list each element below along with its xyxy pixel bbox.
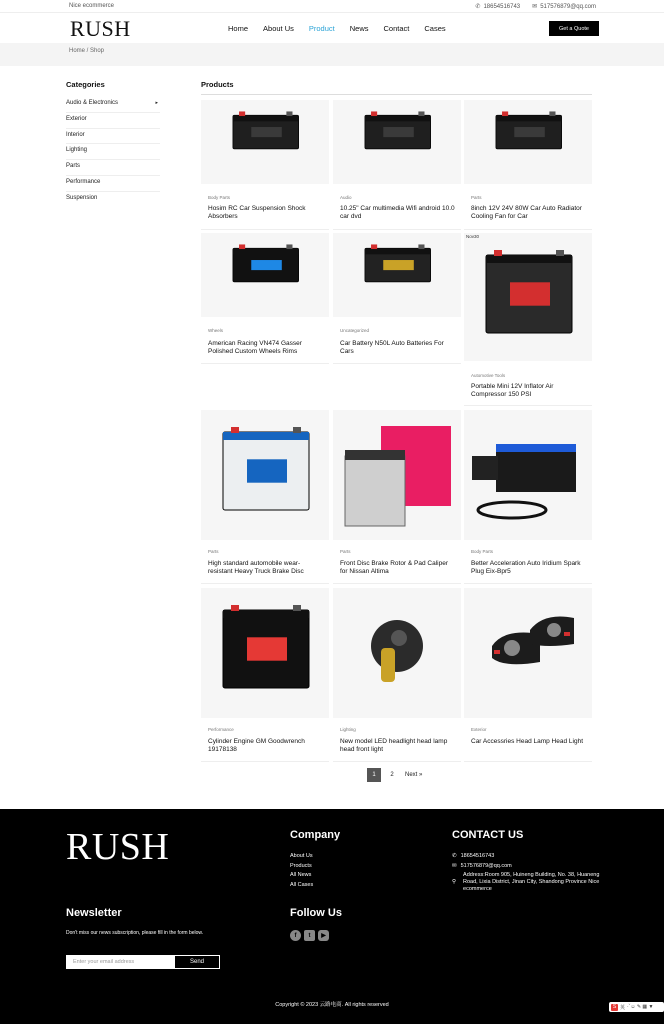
card-divider xyxy=(201,229,329,230)
breadcrumb[interactable]: Home / Shop xyxy=(69,48,105,54)
sidebar-item-performance[interactable] xyxy=(66,176,160,192)
nav-product[interactable]: Product xyxy=(308,24,335,33)
ime-mode[interactable]: 英 xyxy=(620,1004,626,1011)
products-section xyxy=(201,80,592,95)
product-title[interactable]: 10.25" Car multimedia Wifi android 10.0 car dvd xyxy=(340,205,455,220)
product-image[interactable] xyxy=(201,233,329,317)
footer-logo[interactable]: RUSH xyxy=(66,826,170,868)
product-category[interactable]: Parts xyxy=(208,549,219,554)
product-image[interactable] xyxy=(201,410,329,540)
card-divider xyxy=(464,583,592,584)
product-image[interactable] xyxy=(464,410,592,540)
product-image[interactable] xyxy=(333,410,461,540)
product-category[interactable]: Parts xyxy=(340,549,351,554)
sidebar-item-lighting[interactable] xyxy=(66,144,160,160)
sidebar-item-audio-electronics[interactable] xyxy=(66,97,160,113)
sidebar-item-exterior[interactable] xyxy=(66,113,160,129)
company-heading: Company xyxy=(290,829,341,841)
nav-home[interactable]: Home xyxy=(228,24,249,33)
product-category[interactable]: Automotive Tools xyxy=(471,373,506,378)
twitter-icon[interactable]: t xyxy=(304,930,315,941)
product-image[interactable] xyxy=(201,100,329,184)
product-title[interactable]: Front Disc Brake Rotor & Pad Caliper for Nissan Altima xyxy=(340,560,449,575)
card-divider xyxy=(464,761,592,762)
card-divider xyxy=(333,229,461,230)
sidebar-item-label: Interior xyxy=(66,131,85,138)
footer-link-products[interactable]: Products xyxy=(290,862,312,869)
product-title[interactable]: Car Battery N50L Auto Batteries For Cars xyxy=(340,340,444,355)
footer-phone-row xyxy=(452,852,602,862)
product-image[interactable] xyxy=(333,100,461,184)
product-title[interactable]: Better Acceleration Auto Iridium Spark Plug Eix-Bpr5 xyxy=(471,560,581,575)
get-quote-button[interactable]: Get a Quote xyxy=(549,21,599,36)
phone-icon: ✆ xyxy=(475,4,481,10)
newsletter-heading: Newsletter xyxy=(66,907,122,919)
card-divider xyxy=(201,583,329,584)
email-text[interactable]: 517576879@qq.com xyxy=(540,4,596,10)
email-info[interactable] xyxy=(532,3,596,10)
tagline: Nice ecommerce xyxy=(69,3,115,9)
product-category[interactable]: Wheels xyxy=(208,328,224,333)
company-links xyxy=(290,852,313,890)
card-divider xyxy=(464,229,592,230)
product-title[interactable]: Portable Mini 12V Inflator Air Compressor 150 PSI xyxy=(471,383,554,398)
card-divider xyxy=(201,761,329,762)
product-title[interactable]: New model LED headlight head lamp head front light xyxy=(340,738,448,753)
mail-icon: ✉ xyxy=(532,4,538,10)
product-category[interactable]: Body Parts xyxy=(208,195,231,200)
sidebar-item-interior[interactable] xyxy=(66,129,160,145)
site-header xyxy=(0,13,664,43)
newsletter-text: Don't miss our news subscription, please fill in the form below. xyxy=(66,930,204,936)
product-category[interactable]: Exterior xyxy=(471,727,487,732)
ime-tools-icon[interactable]: ·ˇ☺ ✎ ▦ ▼ xyxy=(627,1004,654,1010)
expand-icon[interactable]: ▸ xyxy=(155,100,158,106)
product-category[interactable]: Parts xyxy=(471,195,482,200)
page-2-button[interactable]: 2 xyxy=(390,772,394,778)
footer-email[interactable]: 517576879@qq.com xyxy=(460,862,512,869)
breadcrumb-band xyxy=(0,43,664,66)
product-title[interactable]: Cylinder Engine GM Goodwrench 19178138 xyxy=(208,738,305,753)
nav-contact[interactable]: Contact xyxy=(383,24,410,33)
sidebar-item-suspension[interactable] xyxy=(66,192,160,208)
product-image[interactable] xyxy=(464,588,592,718)
product-title[interactable]: High standard automobile wear-resistant Heavy Truck Brake Disc xyxy=(208,560,304,575)
footer-address-row xyxy=(452,872,602,893)
sidebar-item-label: Exterior xyxy=(66,115,87,122)
product-title[interactable]: American Racing VN474 Gasser Polished Custom Wheels Rims xyxy=(208,340,302,355)
mail-icon: ✉ xyxy=(452,862,457,869)
sidebar-item-label: Audio & Electronics xyxy=(66,100,119,106)
site-footer xyxy=(0,809,664,1024)
nav-about[interactable]: About Us xyxy=(263,24,294,33)
product-category[interactable]: Audio xyxy=(340,195,352,200)
nav-cases[interactable]: Cases xyxy=(424,24,446,33)
footer-phone: 18654516743 xyxy=(460,853,495,859)
footer-contact xyxy=(452,852,602,893)
footer-email-row xyxy=(452,862,602,872)
category-sidebar xyxy=(66,80,160,208)
product-image[interactable] xyxy=(333,588,461,718)
newsletter-form xyxy=(66,955,220,969)
sidebar-item-label: Performance xyxy=(66,178,101,185)
product-category[interactable]: Body Parts xyxy=(471,549,494,554)
product-title[interactable]: Car Accessries Head Lamp Head Light xyxy=(471,738,584,745)
main-nav xyxy=(228,24,461,33)
card-divider xyxy=(333,363,461,364)
sidebar-title: Categories xyxy=(66,80,105,89)
product-category[interactable]: Performance xyxy=(208,727,234,732)
sidebar-item-label: Parts xyxy=(66,163,81,170)
card-divider xyxy=(333,583,461,584)
product-image[interactable] xyxy=(333,233,461,317)
product-category[interactable]: Lighting xyxy=(340,727,356,732)
card-divider xyxy=(464,405,592,406)
top-contact xyxy=(475,3,596,10)
footer-link-about[interactable]: About Us xyxy=(290,853,313,859)
copyright: Copyright © 2023 云路电商. All rights reserved xyxy=(275,1002,389,1008)
footer-address: Address:Room 905, Huineng Building, No. 38, Huaneng Road, Lixia District, Jinan City, Shandong Province Nice ecommerce xyxy=(463,872,600,892)
card-divider xyxy=(333,761,461,762)
page-1-button[interactable]: 1 xyxy=(367,768,381,782)
nav-news[interactable]: News xyxy=(349,24,369,33)
product-image[interactable] xyxy=(464,233,592,361)
sidebar-item-label: Suspension xyxy=(66,194,98,201)
product-image[interactable] xyxy=(201,588,329,718)
product-category[interactable]: Uncategorized xyxy=(340,328,370,333)
product-title[interactable]: 8inch 12V 24V 80W Car Auto Radiator Cooling Fan for Car xyxy=(471,205,582,220)
next-page-link[interactable]: Next » xyxy=(405,772,423,778)
contact-heading: CONTACT US xyxy=(452,829,524,841)
ime-toolbar[interactable] xyxy=(609,1002,664,1012)
card-divider xyxy=(201,363,329,364)
newsletter-email-input[interactable]: Enter your email address xyxy=(66,955,174,969)
youtube-icon[interactable]: ▶ xyxy=(318,930,329,941)
sidebar-item-label: Lighting xyxy=(66,147,88,154)
phone-info xyxy=(475,3,520,10)
top-bar xyxy=(0,0,664,13)
footer-link-cases[interactable]: All Cases xyxy=(290,881,314,888)
phone-icon: ✆ xyxy=(452,853,457,859)
phone-text: 18654516743 xyxy=(483,4,521,10)
social-links xyxy=(290,930,329,941)
newsletter-send-button[interactable]: Send xyxy=(174,955,220,969)
image-watermark: Nov30 xyxy=(466,234,480,239)
facebook-icon[interactable]: f xyxy=(290,930,301,941)
products-title: Products xyxy=(201,80,592,95)
sidebar-item-parts[interactable] xyxy=(66,160,160,176)
site-logo[interactable]: RUSH xyxy=(70,16,131,41)
location-pin-icon: ⚲ xyxy=(452,879,457,885)
product-image[interactable] xyxy=(464,100,592,184)
pagination xyxy=(367,768,422,782)
follow-heading: Follow Us xyxy=(290,907,342,919)
product-title[interactable]: Hosim RC Car Suspension Shock Absorbers xyxy=(208,205,306,220)
sogou-icon: S xyxy=(612,1004,617,1010)
footer-link-news[interactable]: All News xyxy=(290,872,312,878)
